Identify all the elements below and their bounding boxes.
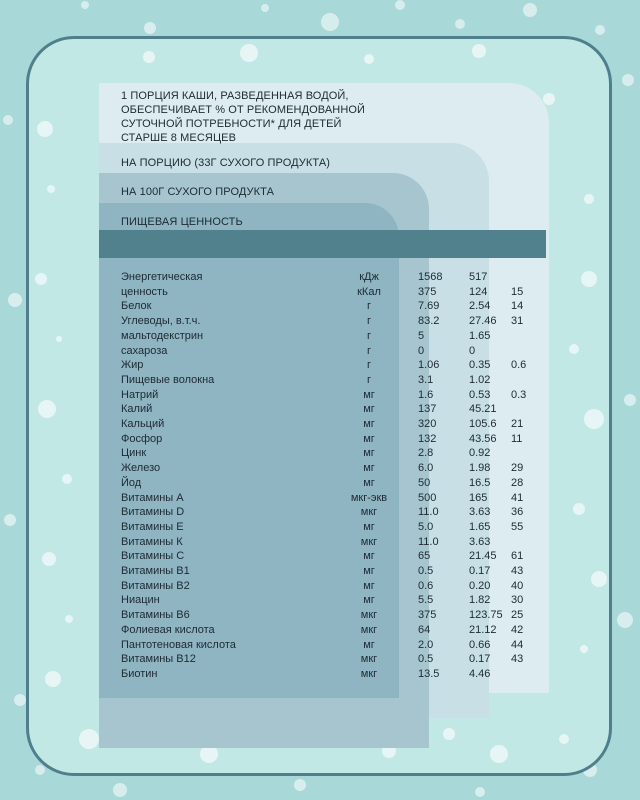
nutrient-name: Витамины В1 [121,565,190,577]
table-row [29,623,612,637]
value-per-100g: 0.5 [418,565,434,577]
nutrient-name: Витамины D [121,506,185,519]
table-row [29,299,612,313]
value-per-portion: 124 [469,285,488,298]
value-per-100g: 137 [418,403,437,416]
value-per-100g: 83.2 [418,315,440,328]
value-per-portion: 0.35 [469,359,491,372]
percent-daily: 44 [511,638,524,651]
nutrient-name: Натрий [121,388,159,401]
value-per-portion: 0 [469,344,476,357]
unit: мг [363,462,375,475]
nutrient-name: Витамины А [121,491,184,504]
nutrient-name: Пищевые волокна [121,373,215,386]
value-per-100g: 5.5 [418,594,434,607]
value-per-portion: 0.66 [469,638,491,651]
table-row [29,535,612,549]
value-per-portion: 105.6 [469,418,497,430]
header-nutrition-value: ПИЩЕВАЯ ЦЕННОСТЬ [121,216,243,228]
value-per-100g: 13.5 [418,667,440,680]
value-per-portion: 165 [469,491,488,504]
value-per-100g: 0.5 [418,653,434,666]
value-per-portion: 21.12 [469,623,497,636]
nutrient-name: Железо [121,462,161,475]
table-row [29,491,612,505]
nutrient-name: Фосфор [121,432,163,445]
unit: кКал [357,285,381,298]
unit: мг [363,418,375,430]
value-per-100g: 50 [418,476,431,489]
table-row [29,270,612,284]
unit: мкг [360,609,378,622]
value-per-portion: 21.45 [469,550,497,563]
value-per-portion: 0.92 [469,447,491,460]
nutrient-name: сахароза [121,344,168,357]
value-per-portion: 1.98 [469,462,491,475]
value-per-100g: 2.0 [418,638,434,651]
unit: мг [363,565,375,577]
unit: кДж [359,271,379,283]
table-row [29,358,612,372]
unit: мг [363,388,375,401]
nutrient-name: Витамины К [121,535,183,548]
nutrient-name: Витамины С [121,550,185,563]
value-per-100g: 6.0 [418,462,434,475]
percent-daily: 28 [511,476,524,489]
percent-daily: 42 [511,623,524,636]
unit: мкг [360,535,378,548]
value-per-100g: 7.69 [418,300,440,313]
table-row [29,314,612,328]
unit: мкг [360,667,378,680]
nutrient-name: Витамины В2 [121,579,190,592]
table-row [29,608,612,622]
header-per-portion: НА ПОРЦИЮ (33Г СУХОГО ПРОДУКТА) [121,157,331,169]
nutrient-name: Ниацин [121,594,160,607]
percent-daily: 31 [511,315,524,328]
percent-daily: 21 [511,418,524,430]
percent-daily: 11 [511,432,523,445]
table-row [29,285,612,299]
table-row [29,446,612,460]
value-per-portion: 3.63 [469,535,491,548]
value-per-100g: 1.06 [418,359,440,372]
value-per-portion: 0.53 [469,388,491,401]
unit: г [366,329,371,342]
value-per-portion: 2.54 [469,300,491,313]
header-daily-requirement: 1 ПОРЦИЯ КАШИ, РАЗВЕДЕННАЯ ВОДОЙ, ОБЕСПЕЧИВАЕТ % ОТ РЕКОМЕНДОВАННОЙ СУТОЧНОЙ ПОТРЕБНОСТИ* ДЛЯ ДЕТЕЙ СТАРШЕ 8 МЕСЯЦЕВ [121,90,366,144]
value-per-portion: 1.65 [469,329,491,342]
value-per-portion: 0.17 [469,565,491,577]
value-per-100g: 2.8 [418,447,434,460]
value-per-100g: 1568 [418,271,443,283]
nutrient-name: Йод [121,476,142,489]
table-row [29,373,612,387]
table-row [29,417,612,431]
unit: мкг [360,653,378,666]
percent-daily: 15 [511,285,524,298]
nutrient-name: Калий [121,403,153,416]
unit: г [366,300,371,313]
value-per-100g: 65 [418,550,431,563]
value-per-100g: 500 [418,491,437,504]
nutrient-name: Цинк [121,447,147,460]
percent-daily: 43 [511,565,524,577]
table-row [29,505,612,519]
value-per-portion: 0.20 [469,579,491,592]
percent-daily: 36 [511,506,524,519]
value-per-100g: 5 [418,329,425,342]
value-per-100g: 3.1 [418,373,434,386]
percent-daily: 40 [511,579,524,592]
value-per-100g: 0 [418,344,425,357]
table-row [29,402,612,416]
table-row [29,461,612,475]
percent-daily: 41 [511,491,524,504]
unit: г [366,373,371,386]
value-per-100g: 11.0 [418,535,439,548]
percent-daily: 43 [511,653,524,666]
unit: г [366,344,371,357]
table-row [29,344,612,358]
table-row [29,652,612,666]
value-per-100g: 11.0 [418,506,439,519]
value-per-portion: 517 [469,271,488,283]
value-per-portion: 3.63 [469,506,491,519]
percent-daily: 30 [511,594,524,607]
value-per-100g: 0.6 [418,579,434,592]
value-per-portion: 43.56 [469,432,497,445]
nutrient-name: Пантотеновая кислота [121,638,236,651]
percent-daily: 29 [511,462,524,475]
table-row [29,667,612,681]
table-row [29,579,612,593]
percent-daily: 14 [511,300,524,313]
value-per-100g: 132 [418,432,437,445]
value-per-100g: 1.6 [418,388,434,401]
unit: мкг [360,506,378,519]
nutrient-name: Белок [121,300,152,313]
nutrient-name: Жир [121,359,144,372]
unit: мкг [360,623,378,636]
nutrient-name: Витамины Е [121,520,184,533]
unit: мг [363,579,375,592]
unit: мг [363,432,375,445]
value-per-100g: 320 [418,418,437,430]
value-per-portion: 1.65 [469,520,491,533]
nutrient-name: Биотин [121,667,158,680]
unit: мкг-экв [350,491,388,504]
unit: мг [363,476,375,489]
table-row [29,476,612,490]
nutrient-name: Витамины В6 [121,609,190,622]
percent-daily: 0.3 [511,388,527,401]
nutrition-card [26,36,612,776]
table-row [29,593,612,607]
table-row [29,549,612,563]
table-row [29,432,612,446]
table-row [29,564,612,578]
nutrient-name: Энергетическая [121,271,203,283]
value-per-100g: 375 [418,609,437,622]
value-per-100g: 64 [418,623,431,636]
value-per-portion: 16.5 [469,476,491,489]
value-per-portion: 123.75 [469,609,503,622]
nutrient-name: Витамины В12 [121,653,196,666]
unit: мг [363,447,375,460]
value-per-portion: 45.21 [469,403,497,416]
unit: мг [363,403,375,416]
unit: мг [363,550,375,563]
table-row [29,329,612,343]
unit: г [366,315,371,328]
table-row [29,388,612,402]
percent-daily: 61 [511,550,524,563]
value-per-portion: 1.02 [469,373,491,386]
header-per-100g: НА 100Г СУХОГО ПРОДУКТА [121,186,275,198]
unit: мг [363,594,375,607]
percent-daily: 55 [511,520,524,533]
unit: мг [363,520,375,533]
value-per-portion: 27.46 [469,315,497,328]
unit: г [366,359,371,372]
value-per-portion: 4.46 [469,667,491,680]
nutrient-name: Кальций [121,418,165,430]
header-divider-band [99,230,546,258]
table-row [29,520,612,534]
value-per-100g: 375 [418,285,437,298]
nutrient-name: Фолиевая кислота [121,623,215,636]
nutrient-name: Углеводы, в.т.ч. [121,315,201,328]
value-per-portion: 0.17 [469,653,491,666]
value-per-portion: 1.82 [469,594,491,607]
percent-daily: 0.6 [511,359,527,372]
nutrient-name: мальтодекстрин [121,329,204,342]
unit: мг [363,638,375,651]
value-per-100g: 5.0 [418,520,434,533]
table-row [29,638,612,652]
percent-daily: 25 [511,609,524,622]
nutrient-name: ценность [121,285,168,298]
